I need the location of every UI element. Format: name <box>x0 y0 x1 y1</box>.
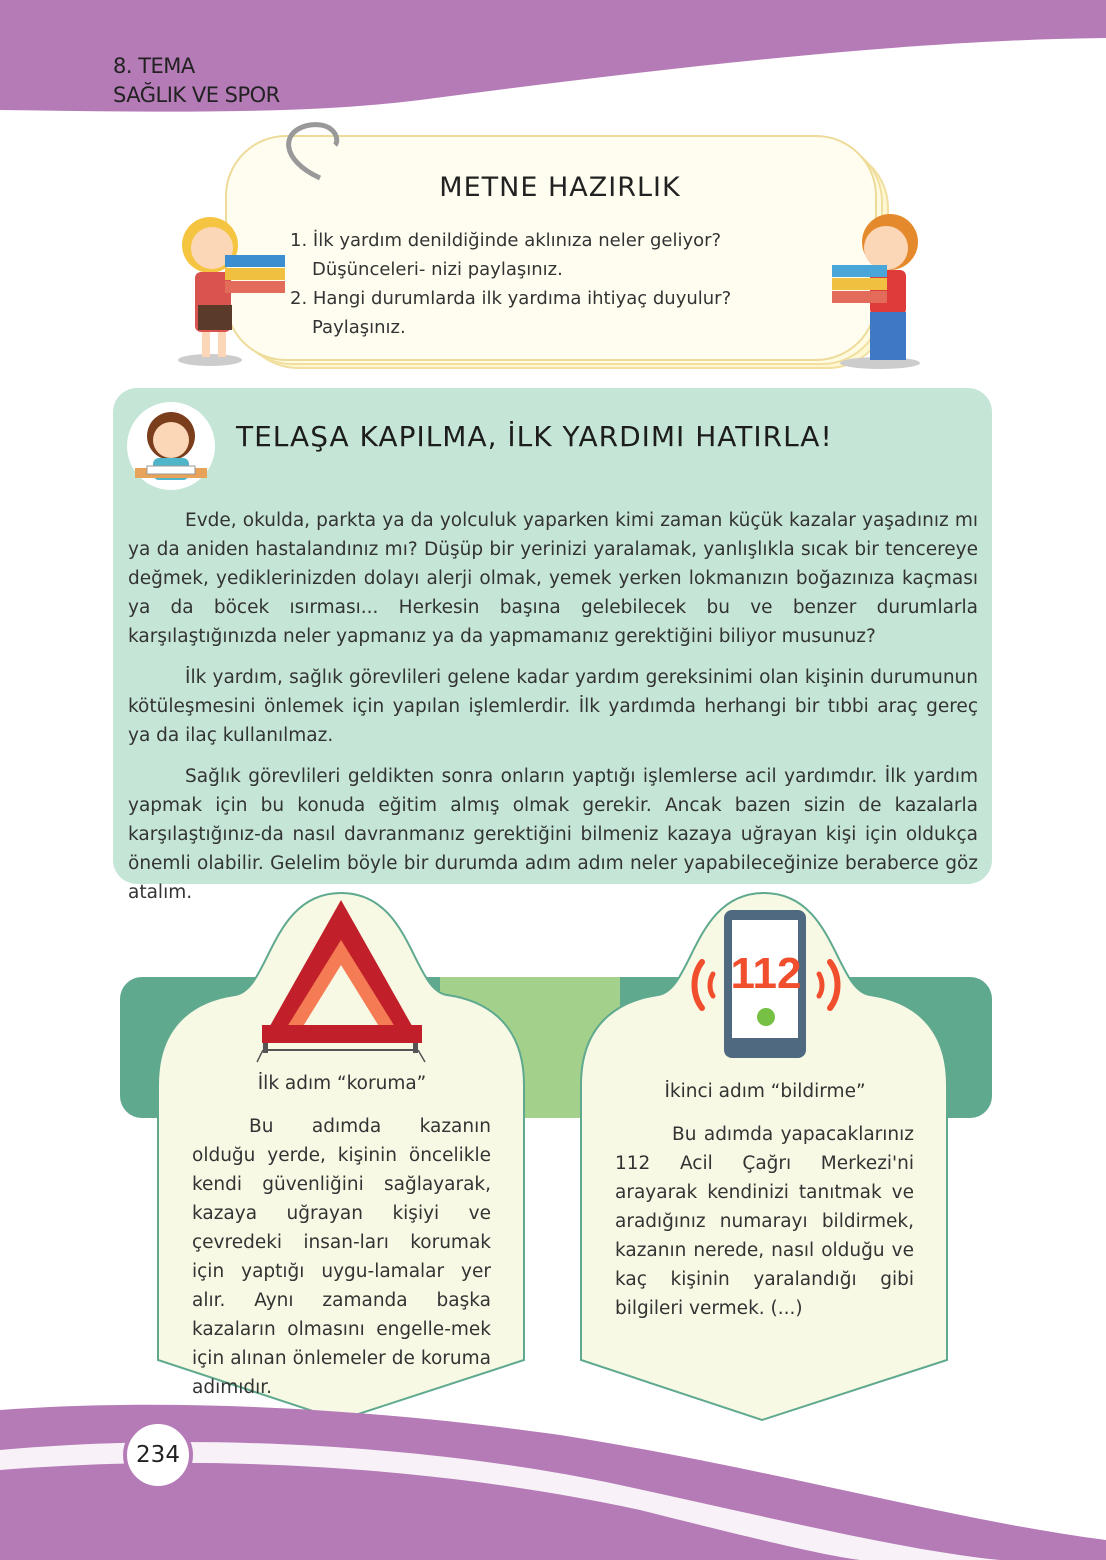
preparation-title: METNE HAZIRLIK <box>439 172 681 203</box>
phone-number: 112 <box>730 949 802 998</box>
paragraph: Sağlık görevlileri geldikten sonra onların yaptığı işlemlerse acil yardımdır. İlk yardım yapmak için bu konuda eğitim almış olmak gerekir. Ancak bazen sizin de kazalarla karşılaştığınız-da nasıl davranmanız gerektiğini bilmeniz kazaya uğrayan kişi için oldukça önemli olabilir. Gelelim böyle bir durumda adım adım neler yapabileceğinize beraberce göz atalım. <box>128 766 978 903</box>
step-1-paragraph: Bu adımda kazanın olduğu yerde, kişinin öncelikle kendi güvenliğini sağlayarak, kazaya uğrayan kişiyi ve çevredeki insan-ları korumak için yaptığı uygu-lamalar yer alır. Aynı zamanda başka kazaların olmasını engelle-mek için alınan önlemeler de koruma adımıdır. <box>192 1116 491 1398</box>
paragraph: İlk yardım, sağlık görevlileri gelene kadar yardım gereksinimi olan kişinin durumunun kötüleşmesini önlemek için yapılan işlemlerdir. İlk yardımda herhangi bir tıbbi araç gereç ya da ilaç kullanılmaz. <box>128 667 978 746</box>
step-1-title: İlk adım “koruma” <box>257 1073 427 1094</box>
question-item: 1. İlk yardım denildiğinde aklınıza neler geliyor? Düşünceleri- nizi paylaşınız. <box>290 230 722 280</box>
step-2-paragraph: Bu adımda yapacaklarınız 112 Acil Çağrı Merkezi'ni arayarak kendinizi tanıtmak ve aradığınız numarayı bildirmek, kazanın nerede, nasıl olduğu ve kaç kişinin yaralandığı gibi bilgileri vermek. (...) <box>615 1124 914 1319</box>
theme-number: 8. TEMA <box>113 54 195 78</box>
theme-name: SAĞLIK VE SPOR <box>113 83 280 107</box>
step-2-title: İkinci adım “bildirme” <box>664 1081 866 1102</box>
reading-title: TELAŞA KAPILMA, İLK YARDIMI HATIRLA! <box>236 420 833 453</box>
page-number: 234 <box>136 1442 180 1468</box>
step-2-text <box>615 1120 914 1323</box>
question-item: 2. Hangi durumlarda ilk yardıma ihtiyaç duyulur? Paylaşınız. <box>290 288 732 338</box>
step-1-text <box>192 1112 491 1402</box>
paragraph: Evde, okulda, parkta ya da yolculuk yaparken kimi zaman küçük kazalar yaşadınız mı ya da aniden hastalandınız mı? Düşüp bir yerinizi yaralamak, yanlışlıkla sıcak bir tencereye değmek, yediklerinizden dolayı alerji olmak, yemek yerken lokmanızın boğazınıza kaçması ya da böcek ısırması... Herkesin başına gelebilecek bu ve benzer durumlarla karşılaştığınızda neler yapmanız ya da yapmamanız gerektiğini biliyor musunuz? <box>128 510 978 647</box>
